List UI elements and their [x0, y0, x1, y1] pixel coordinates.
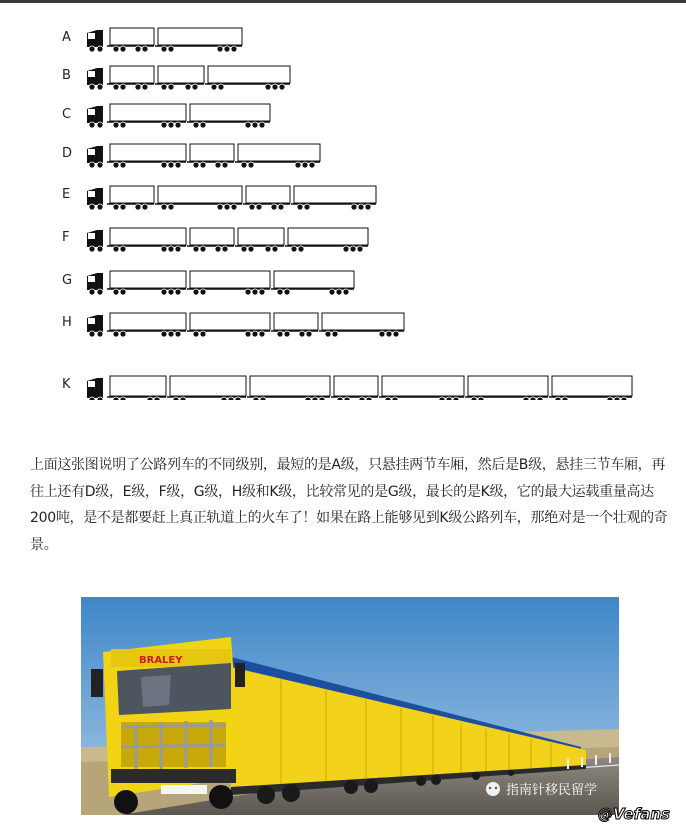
trailer — [155, 186, 242, 210]
trailer — [291, 186, 376, 210]
trailer — [549, 376, 632, 400]
article-paragraph: 上面这张图说明了公路列车的不同级别，最短的是A级，只悬挂两节车厢，然后是B级，悬挂三节车厢，再往上还有D级，E级，F级，G级，H级和K级，比较常见的是G级，最长的是K级，它的最大运载重量高达200吨，是不是都要赶上真正轨道上的火车了！如果在路上能够见到K级公路列车，那绝对是一个壮观的奇景。 — [30, 457, 668, 553]
road-train-row-c — [62, 104, 270, 128]
truck-sign: BRALEY — [139, 655, 183, 666]
trailer — [271, 313, 318, 337]
road-train-row-a — [62, 28, 242, 52]
trailer — [271, 271, 354, 295]
class-label-f: F — [62, 230, 70, 245]
trailer — [247, 376, 330, 400]
road-train-row-d — [62, 144, 320, 168]
wechat-icon — [486, 782, 500, 796]
trailer — [187, 144, 234, 168]
trailer — [167, 376, 246, 400]
trailer — [155, 66, 204, 90]
truck-cab-icon — [87, 106, 103, 128]
truck-cab-icon — [87, 30, 103, 52]
road-train-row-g — [62, 271, 354, 295]
truck-cab-icon — [87, 68, 103, 90]
trailer — [235, 228, 284, 252]
trailer — [187, 228, 234, 252]
truck-cab-icon — [87, 230, 103, 252]
class-label-c: C — [62, 107, 72, 122]
trailer — [107, 144, 186, 168]
road-train-row-b — [62, 66, 290, 90]
truck-cab-icon — [87, 273, 103, 295]
trailer — [155, 28, 242, 52]
road-train-diagram — [0, 0, 686, 400]
trailer — [319, 313, 404, 337]
trailer — [187, 313, 270, 337]
truck-cab-icon — [87, 378, 103, 400]
trailer — [107, 28, 154, 52]
trailer — [331, 376, 378, 400]
class-label-b: B — [62, 68, 71, 83]
watermark-handle: @Vefans — [598, 805, 670, 823]
truck-cab-icon — [87, 315, 103, 337]
trailer — [187, 104, 270, 128]
trailer — [107, 104, 186, 128]
trailer — [107, 186, 154, 210]
trailer — [243, 186, 290, 210]
trailer — [107, 313, 186, 337]
trailer — [285, 228, 368, 252]
trailer — [235, 144, 320, 168]
class-label-e: E — [62, 187, 71, 202]
class-label-k: K — [62, 377, 71, 392]
class-label-h: H — [62, 315, 72, 330]
class-label-d: D — [62, 146, 73, 161]
trailer — [107, 228, 186, 252]
truck-cab-icon — [87, 188, 103, 210]
truck-cab-icon — [87, 146, 103, 168]
trailer — [107, 376, 166, 400]
class-label-g: G — [62, 273, 73, 288]
watermark-account: 指南针移民留学 — [506, 783, 598, 798]
trailer — [187, 271, 270, 295]
trailer — [379, 376, 464, 400]
road-train-photo — [81, 597, 619, 815]
road-train-row-k — [62, 376, 632, 400]
class-label-a: A — [62, 30, 71, 45]
road-train-row-f — [62, 228, 368, 252]
trailer — [107, 271, 186, 295]
trailer — [465, 376, 548, 400]
trailer — [107, 66, 154, 90]
trailer — [205, 66, 290, 90]
road-train-row-e — [62, 186, 376, 210]
road-train-row-h — [62, 313, 404, 337]
